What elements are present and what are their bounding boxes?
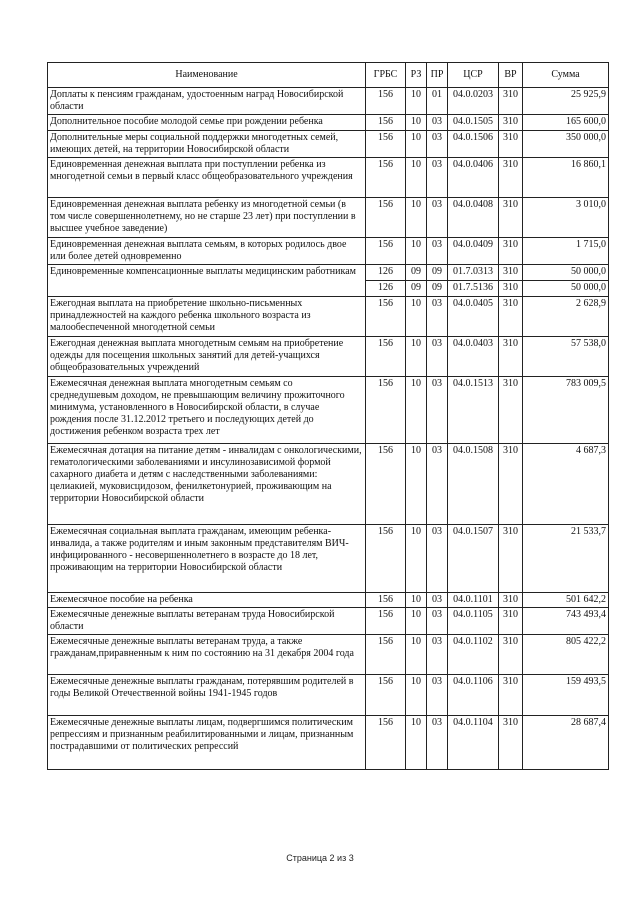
row-name: Дополнительные меры социальной поддержки многодетных семей, имеющих детей, на территории Новосибирской области xyxy=(48,131,366,158)
row-name: Ежемесячная денежная выплата многодетным семьям со среднедушевым доходом, не превышающим величину прожиточного минимума, установленного в Новосибирской области, в случае рождения после 31.12.2012 третьего и последующих детей до достижения ребенком возраста трех лет xyxy=(48,377,366,444)
row-vr: 310 xyxy=(499,635,523,675)
row-name: Единовременные компенсационные выплаты медицинским работникам xyxy=(48,265,366,297)
row-sum: 783 009,5 xyxy=(523,377,609,444)
header-vr: ВР xyxy=(499,63,523,88)
row-rz: 10 xyxy=(406,377,427,444)
row-vr: 310 xyxy=(499,525,523,593)
row-grbs: 156 xyxy=(366,88,406,115)
row-rz: 10 xyxy=(406,198,427,238)
row-name: Ежемесячные денежные выплаты гражданам, потерявшим родителей в годы Великой Отечественной войны 1941-1945 годов xyxy=(48,675,366,716)
row-name: Ежемесячные денежные выплаты ветеранам труда Новосибирской области xyxy=(48,608,366,635)
row-csr: 04.0.1106 xyxy=(448,675,499,716)
page-number: Страница 2 из 3 xyxy=(286,853,354,863)
row-grbs: 156 xyxy=(366,716,406,770)
table-header-row xyxy=(48,63,609,88)
row-name: Ежемесячная дотация на питание детям - инвалидам с онкологическими, гематологическими заболеваниями и инсулинозависимой формой сахарного диабета и детям с наследственными заболеваниями: целиакией, муковисцидозом, фенилкетонурией, проживающим на территории Новосибирской области xyxy=(48,444,366,525)
header-sum: Сумма xyxy=(523,63,609,88)
row-grbs: 156 xyxy=(366,525,406,593)
row-sum: 165 600,0 xyxy=(523,115,609,131)
row-pr: 03 xyxy=(427,675,448,716)
table-row xyxy=(48,115,609,131)
row-grbs: 156 xyxy=(366,675,406,716)
header-csr: ЦСР xyxy=(448,63,499,88)
row-sum: 3 010,0 xyxy=(523,198,609,238)
row-vr: 310 xyxy=(499,115,523,131)
row-name: Ежемесячное пособие на ребенка xyxy=(48,593,366,608)
row-sum: 1 715,0 xyxy=(523,238,609,265)
row-sum: 2 628,9 xyxy=(523,297,609,337)
row-vr: 310 xyxy=(499,265,523,281)
table-row xyxy=(48,377,609,444)
table-row xyxy=(48,158,609,198)
row-pr: 03 xyxy=(427,608,448,635)
row-csr: 04.0.1101 xyxy=(448,593,499,608)
row-csr: 04.0.0408 xyxy=(448,198,499,238)
row-pr: 03 xyxy=(427,525,448,593)
row-csr: 04.0.1506 xyxy=(448,131,499,158)
row-pr: 03 xyxy=(427,716,448,770)
row-name: Дополнительное пособие молодой семье при рождении ребенка xyxy=(48,115,366,131)
row-rz: 09 xyxy=(406,265,427,281)
table-row xyxy=(48,265,609,281)
row-vr: 310 xyxy=(499,377,523,444)
row-sum: 57 538,0 xyxy=(523,337,609,377)
table-row xyxy=(48,238,609,265)
row-rz: 10 xyxy=(406,608,427,635)
row-sum: 16 860,1 xyxy=(523,158,609,198)
row-sum: 350 000,0 xyxy=(523,131,609,158)
row-csr: 01.7.0313 xyxy=(448,265,499,281)
row-sum: 50 000,0 xyxy=(523,281,609,297)
table-row xyxy=(48,525,609,593)
row-name: Ежемесячные денежные выплаты ветеранам труда, а также гражданам,приравненным к ним по состоянию на 31 декабря 2004 года xyxy=(48,635,366,675)
table-row xyxy=(48,131,609,158)
row-csr: 04.0.0406 xyxy=(448,158,499,198)
table-row xyxy=(48,675,609,716)
row-grbs: 156 xyxy=(366,131,406,158)
row-sum: 21 533,7 xyxy=(523,525,609,593)
row-pr: 03 xyxy=(427,238,448,265)
row-vr: 310 xyxy=(499,444,523,525)
table-row xyxy=(48,198,609,238)
row-csr: 04.0.0403 xyxy=(448,337,499,377)
row-csr: 04.0.1507 xyxy=(448,525,499,593)
row-grbs: 156 xyxy=(366,115,406,131)
row-sum: 743 493,4 xyxy=(523,608,609,635)
row-name: Единовременная денежная выплата семьям, в которых родилось двое или более детей одновременно xyxy=(48,238,366,265)
row-pr: 03 xyxy=(427,444,448,525)
row-rz: 10 xyxy=(406,593,427,608)
row-vr: 310 xyxy=(499,281,523,297)
row-grbs: 156 xyxy=(366,635,406,675)
row-pr: 03 xyxy=(427,377,448,444)
table-row xyxy=(48,337,609,377)
table-row xyxy=(48,444,609,525)
row-vr: 310 xyxy=(499,608,523,635)
row-rz: 10 xyxy=(406,238,427,265)
row-rz: 10 xyxy=(406,297,427,337)
row-csr: 04.0.0409 xyxy=(448,238,499,265)
row-vr: 310 xyxy=(499,593,523,608)
row-rz: 10 xyxy=(406,88,427,115)
table-row xyxy=(48,608,609,635)
header-pr: ПР xyxy=(427,63,448,88)
row-rz: 10 xyxy=(406,635,427,675)
row-sum: 28 687,4 xyxy=(523,716,609,770)
row-sum: 4 687,3 xyxy=(523,444,609,525)
row-pr: 03 xyxy=(427,198,448,238)
row-csr: 04.0.1505 xyxy=(448,115,499,131)
row-csr: 04.0.0203 xyxy=(448,88,499,115)
row-grbs: 156 xyxy=(366,297,406,337)
row-grbs: 126 xyxy=(366,265,406,281)
row-rz: 10 xyxy=(406,158,427,198)
row-vr: 310 xyxy=(499,337,523,377)
row-grbs: 126 xyxy=(366,281,406,297)
row-grbs: 156 xyxy=(366,337,406,377)
row-pr: 03 xyxy=(427,297,448,337)
row-csr: 01.7.5136 xyxy=(448,281,499,297)
row-csr: 04.0.1508 xyxy=(448,444,499,525)
table-row xyxy=(48,635,609,675)
row-sum: 805 422,2 xyxy=(523,635,609,675)
row-rz: 10 xyxy=(406,525,427,593)
table-row xyxy=(48,297,609,337)
row-pr: 01 xyxy=(427,88,448,115)
row-vr: 310 xyxy=(499,675,523,716)
row-sum: 25 925,9 xyxy=(523,88,609,115)
row-rz: 10 xyxy=(406,716,427,770)
header-name: Наименование xyxy=(48,63,366,88)
row-grbs: 156 xyxy=(366,158,406,198)
header-rz: РЗ xyxy=(406,63,427,88)
row-name: Ежегодная денежная выплата многодетным семьям на приобретение одежды для посещения школьных занятий для детей-учащихся общеобразовательных учреждений xyxy=(48,337,366,377)
row-name: Ежегодная выплата на приобретение школьно-письменных принадлежностей на каждого ребенка школьного возраста из малообеспеченной многодетной семьи xyxy=(48,297,366,337)
row-sum: 50 000,0 xyxy=(523,265,609,281)
table-row xyxy=(48,593,609,608)
header-grbs: ГРБС xyxy=(366,63,406,88)
row-name: Ежемесячные денежные выплаты лицам, подвергшимся политическим репрессиям и признанным реабилитированными и лицам, признанным пострадавшими от политических репрессий xyxy=(48,716,366,770)
row-csr: 04.0.1513 xyxy=(448,377,499,444)
row-rz: 10 xyxy=(406,131,427,158)
row-sum: 159 493,5 xyxy=(523,675,609,716)
row-rz: 10 xyxy=(406,675,427,716)
row-vr: 310 xyxy=(499,131,523,158)
row-pr: 03 xyxy=(427,115,448,131)
row-pr: 09 xyxy=(427,281,448,297)
row-csr: 04.0.1105 xyxy=(448,608,499,635)
row-grbs: 156 xyxy=(366,444,406,525)
row-csr: 04.0.0405 xyxy=(448,297,499,337)
row-csr: 04.0.1102 xyxy=(448,635,499,675)
row-vr: 310 xyxy=(499,238,523,265)
row-rz: 10 xyxy=(406,115,427,131)
row-name: Единовременная денежная выплата ребенку из многодетной семьи (в том числе совершеннолетнему, но не старше 23 лет) при поступлении в высшее учебное заведение) xyxy=(48,198,366,238)
row-rz: 10 xyxy=(406,444,427,525)
row-pr: 03 xyxy=(427,593,448,608)
table-row xyxy=(48,88,609,115)
table-row xyxy=(48,716,609,770)
row-vr: 310 xyxy=(499,198,523,238)
row-pr: 03 xyxy=(427,131,448,158)
row-vr: 310 xyxy=(499,716,523,770)
row-pr: 03 xyxy=(427,158,448,198)
row-grbs: 156 xyxy=(366,608,406,635)
row-vr: 310 xyxy=(499,158,523,198)
row-grbs: 156 xyxy=(366,238,406,265)
row-rz: 10 xyxy=(406,337,427,377)
row-pr: 03 xyxy=(427,635,448,675)
budget-table xyxy=(47,62,609,770)
row-vr: 310 xyxy=(499,88,523,115)
row-grbs: 156 xyxy=(366,377,406,444)
row-grbs: 156 xyxy=(366,198,406,238)
row-sum: 501 642,2 xyxy=(523,593,609,608)
row-pr: 03 xyxy=(427,337,448,377)
row-vr: 310 xyxy=(499,297,523,337)
row-name: Единовременная денежная выплата при поступлении ребенка из многодетной семьи в первый класс общеобразовательного учреждения xyxy=(48,158,366,198)
row-pr: 09 xyxy=(427,265,448,281)
row-grbs: 156 xyxy=(366,593,406,608)
row-csr: 04.0.1104 xyxy=(448,716,499,770)
row-name: Ежемесячная социальная выплата гражданам, имеющим ребенка-инвалида, а также родителям и иным законным представителям ВИЧ-инфицированного - несовершеннолетнего в возрасте до 18 лет, проживающим на территории Новосибирской области xyxy=(48,525,366,593)
row-name: Доплаты к пенсиям гражданам, удостоенным наград Новосибирской области xyxy=(48,88,366,115)
row-rz: 09 xyxy=(406,281,427,297)
